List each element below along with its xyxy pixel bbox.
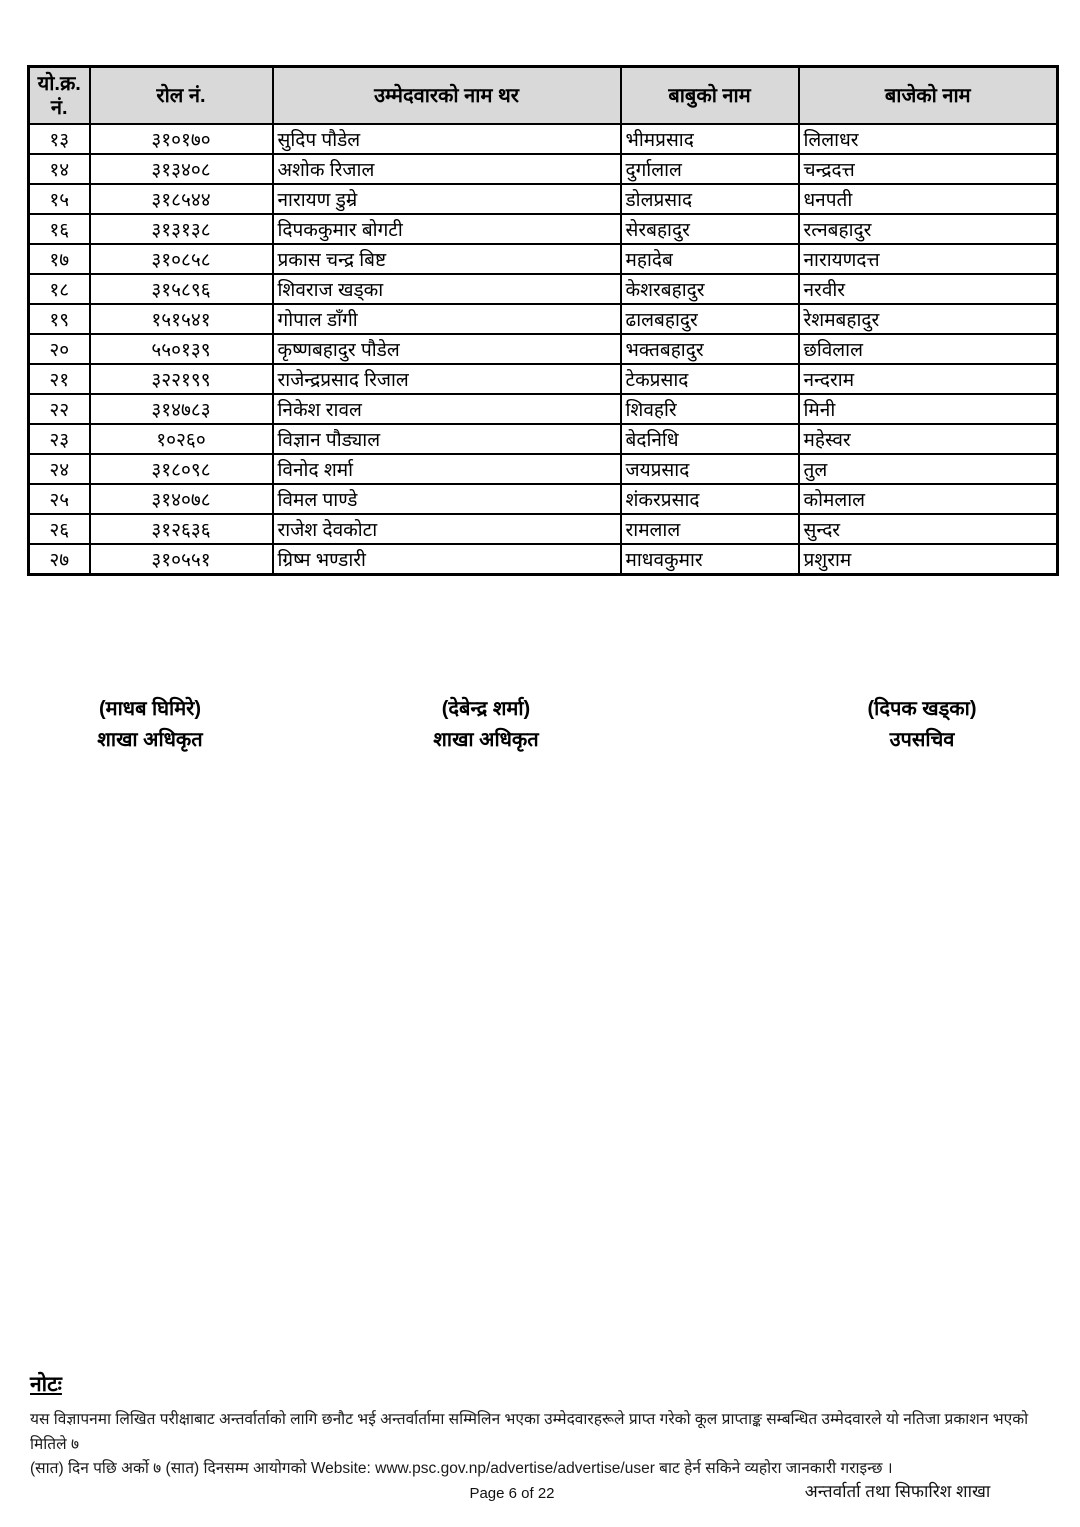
branch-name-label: अन्तर्वार्ता तथा सिफारिश शाखा: [804, 1482, 991, 1501]
cell-name: ग्रिष्म भण्डारी: [273, 544, 621, 575]
column-header: बाजेको नाम: [799, 67, 1058, 125]
table-row: [29, 454, 1058, 484]
column-header: बाबुको नाम: [621, 67, 799, 125]
cell-serial: २२: [29, 394, 90, 424]
cell-serial: २४: [29, 454, 90, 484]
cell-serial: २१: [29, 364, 90, 394]
table-row: [29, 304, 1058, 334]
signature-block-1: [30, 694, 270, 756]
table-row: [29, 364, 1058, 394]
note-heading: नोटः: [30, 1373, 62, 1396]
candidate-table: [27, 65, 1059, 576]
cell-name: गोपाल डाँगी: [273, 304, 621, 334]
signatory-name: (माधब घिमिरे): [98, 698, 202, 720]
cell-father: शिवहरि: [621, 394, 799, 424]
cell-father: भीमप्रसाद: [621, 124, 799, 154]
cell-father: महादेब: [621, 244, 799, 274]
cell-roll: ३१३१३८: [90, 214, 273, 244]
note-line-1: यस विज्ञापनमा लिखित परीक्षाबाट अन्तर्वार्ताको लागि छनौट भई अन्तर्वार्तामा सम्मिलिन भएका उम्मेदवारहरूले प्राप्त गरेको कूल प्राप्ताङ्क सम्बन्धित उम्मेदवारले यो नतिजा प्रकाशन भएको मितिले ७: [30, 1411, 1029, 1453]
cell-father: माधवकुमार: [621, 544, 799, 575]
cell-grandfather: प्रशुराम: [799, 544, 1058, 575]
cell-father: जयप्रसाद: [621, 454, 799, 484]
cell-serial: १८: [29, 274, 90, 304]
cell-father: डोलप्रसाद: [621, 184, 799, 214]
table-row: [29, 154, 1058, 184]
cell-name: राजेश देवकोटा: [273, 514, 621, 544]
cell-name: राजेन्द्रप्रसाद रिजाल: [273, 364, 621, 394]
cell-roll: ३१४७८३: [90, 394, 273, 424]
cell-grandfather: नन्दराम: [799, 364, 1058, 394]
cell-grandfather: मिनी: [799, 394, 1058, 424]
table-row: [29, 244, 1058, 274]
column-header: यो.क्र. नं.: [29, 67, 90, 125]
cell-name: दिपककुमार बोगटी: [273, 214, 621, 244]
cell-grandfather: छविलाल: [799, 334, 1058, 364]
table-row: [29, 484, 1058, 514]
cell-serial: २०: [29, 334, 90, 364]
note-line-2: (सात) दिन पछि अर्को ७ (सात) दिनसम्म आयोगको Website: www.psc.gov.np/advertise/advertise/user बाट हेर्न सकिने व्यहोरा जानकारी गराइन्छ ।: [30, 1460, 893, 1477]
cell-name: विनोद शर्मा: [273, 454, 621, 484]
table-header-row: [29, 67, 1058, 125]
table-row: [29, 334, 1058, 364]
cell-name: निकेश रावल: [273, 394, 621, 424]
cell-serial: १४: [29, 154, 90, 184]
cell-name: शिवराज खड्का: [273, 274, 621, 304]
cell-roll: ३१५८९६: [90, 274, 273, 304]
cell-roll: ३१८०९८: [90, 454, 273, 484]
cell-grandfather: तुल: [799, 454, 1058, 484]
cell-serial: १५: [29, 184, 90, 214]
cell-grandfather: सुन्दर: [799, 514, 1058, 544]
cell-father: दुर्गालाल: [621, 154, 799, 184]
table-row: [29, 544, 1058, 575]
cell-roll: ३१४०७८: [90, 484, 273, 514]
cell-father: बेदनिधि: [621, 424, 799, 454]
table-row: [29, 424, 1058, 454]
cell-father: सेरबहादुर: [621, 214, 799, 244]
cell-father: टेकप्रसाद: [621, 364, 799, 394]
cell-father: शंकरप्रसाद: [621, 484, 799, 514]
cell-roll: १५१५४१: [90, 304, 273, 334]
cell-roll: ५५०१३९: [90, 334, 273, 364]
cell-grandfather: नरवीर: [799, 274, 1058, 304]
page-number-label: Page 6 of 22: [469, 1485, 555, 1502]
cell-grandfather: धनपती: [799, 184, 1058, 214]
table-row: [29, 514, 1058, 544]
cell-grandfather: रेशमबहादुर: [799, 304, 1058, 334]
cell-father: ढालबहादुर: [621, 304, 799, 334]
candidate-table-body: [29, 124, 1058, 575]
cell-name: प्रकास चन्द्र बिष्ट: [273, 244, 621, 274]
cell-father: केशरबहादुर: [621, 274, 799, 304]
cell-serial: २३: [29, 424, 90, 454]
signatory-title: उपसचिव: [889, 729, 955, 751]
cell-serial: १९: [29, 304, 90, 334]
signature-block-2: [366, 694, 606, 756]
note-paragraph: [30, 1408, 1065, 1482]
signature-block-3: [802, 694, 1042, 756]
table-row: [29, 124, 1058, 154]
cell-serial: १७: [29, 244, 90, 274]
signatory-title: शाखा अधिकृत: [433, 729, 539, 751]
column-header: उम्मेदवारको नाम थर: [273, 67, 621, 125]
cell-grandfather: चन्द्रदत्त: [799, 154, 1058, 184]
table-row: [29, 274, 1058, 304]
cell-name: कृष्णबहादुर पौडेल: [273, 334, 621, 364]
cell-serial: २७: [29, 544, 90, 575]
cell-roll: ३१८५४४: [90, 184, 273, 214]
cell-roll: ३२२१९९: [90, 364, 273, 394]
table-row: [29, 214, 1058, 244]
signatory-name: (देबेन्द्र शर्मा): [441, 698, 531, 720]
cell-grandfather: लिलाधर: [799, 124, 1058, 154]
cell-serial: १३: [29, 124, 90, 154]
cell-roll: ३१०५५१: [90, 544, 273, 575]
cell-name: सुदिप पौडेल: [273, 124, 621, 154]
signatory-title: शाखा अधिकृत: [97, 729, 203, 751]
column-header: रोल नं.: [90, 67, 273, 125]
cell-roll: ३१३४०८: [90, 154, 273, 184]
cell-grandfather: महेस्वर: [799, 424, 1058, 454]
cell-grandfather: कोमलाल: [799, 484, 1058, 514]
cell-roll: ३१२६३६: [90, 514, 273, 544]
cell-grandfather: नारायणदत्त: [799, 244, 1058, 274]
cell-father: भक्तबहादुर: [621, 334, 799, 364]
cell-name: नारायण डुम्रे: [273, 184, 621, 214]
cell-father: रामलाल: [621, 514, 799, 544]
cell-roll: ३१०८५८: [90, 244, 273, 274]
cell-roll: ३१०१७०: [90, 124, 273, 154]
cell-serial: २६: [29, 514, 90, 544]
table-row: [29, 394, 1058, 424]
table-row: [29, 184, 1058, 214]
cell-name: विमल पाण्डे: [273, 484, 621, 514]
cell-serial: १६: [29, 214, 90, 244]
cell-name: विज्ञान पौड्याल: [273, 424, 621, 454]
cell-name: अशोक रिजाल: [273, 154, 621, 184]
cell-grandfather: रत्नबहादुर: [799, 214, 1058, 244]
cell-roll: १०२६०: [90, 424, 273, 454]
cell-serial: २५: [29, 484, 90, 514]
signatory-name: (दिपक खड्का): [867, 698, 977, 720]
